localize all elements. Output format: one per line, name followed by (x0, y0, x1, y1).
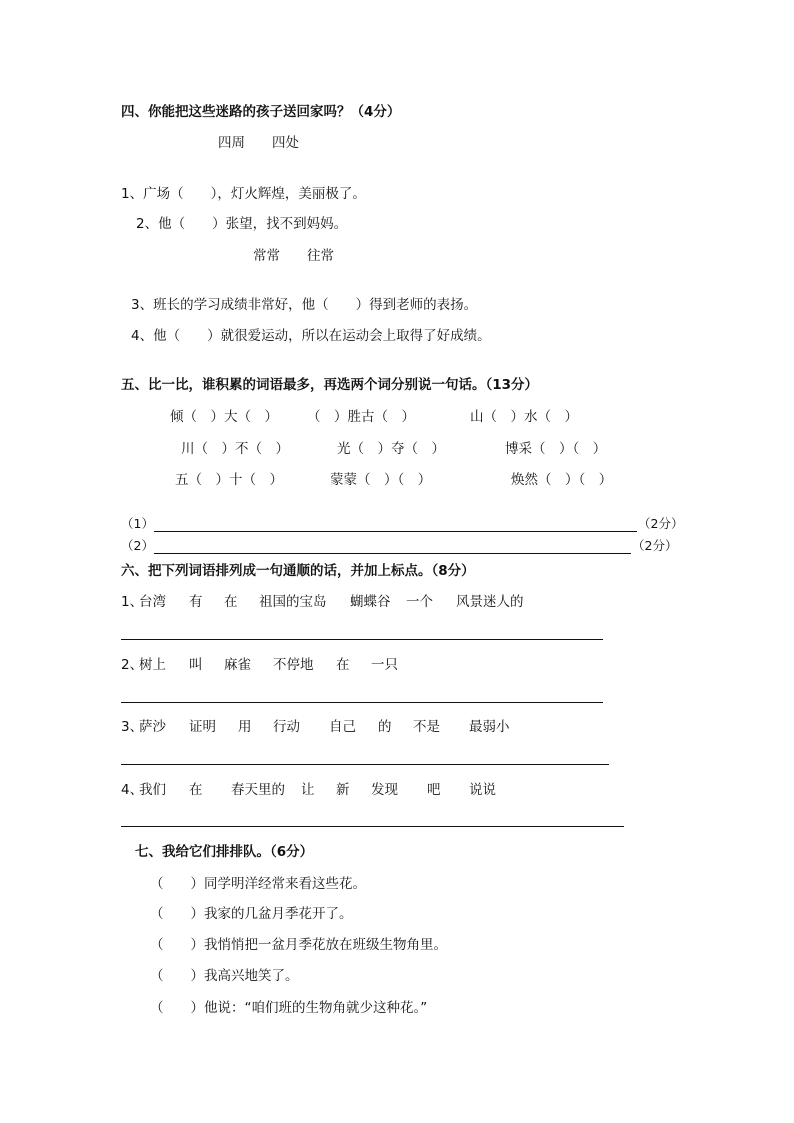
idiom-item: 五（ ）十（ ） (175, 472, 283, 488)
question-2: 2、他（ ）张望，找不到妈妈。 (136, 216, 348, 232)
word: 麻雀 (224, 657, 251, 673)
question-3: 3、班长的学习成绩非常好，他（ ）得到老师的表扬。 (131, 297, 478, 313)
answer-line[interactable] (121, 764, 609, 765)
word: 不是 (413, 719, 440, 735)
section4-title: 四、你能把这些迷路的孩子送回家吗？（4分） (121, 104, 401, 120)
word: 祖国的宝岛 (259, 594, 327, 610)
order-item: （ ）我家的几盆月季花开了。 (150, 906, 353, 922)
word-choices: 四周 四处 (218, 135, 299, 151)
word: 在 (336, 657, 350, 673)
word: 不停地 (273, 657, 314, 673)
order-item: （ ）我悄悄把一盆月季花放在班级生物角里。 (150, 937, 447, 953)
order-item: （ ）他说：“咱们班的生物角就少这种花。” (150, 1000, 428, 1016)
section7-title: 七、我给它们排排队。（6分） (135, 844, 314, 860)
word: 蝴蝶谷 (350, 594, 391, 610)
word: 一只 (371, 657, 398, 673)
word: 台湾 (139, 594, 166, 610)
word: 我们 (139, 782, 166, 798)
item-number: 4、 (121, 782, 144, 798)
word: 树上 (139, 657, 166, 673)
order-item: （ ）我高兴地笑了。 (150, 968, 299, 984)
word: 让 (301, 782, 315, 798)
word: 行动 (273, 719, 300, 735)
word: 的 (378, 719, 392, 735)
word: 发现 (371, 782, 398, 798)
idiom-item: 倾（ ）大（ ） (170, 409, 278, 425)
answer-line[interactable] (154, 553, 631, 554)
idiom-item: 蒙蒙（ ）（ ） (330, 472, 432, 488)
idiom-item: 焕然（ ）（ ） (511, 472, 613, 488)
section5-title: 五、比一比，谁积累的词语最多，再选两个词分别说一句话。（13分） (121, 377, 539, 393)
idiom-item: 光（ ）夺（ ） (337, 441, 445, 457)
answer-line[interactable] (121, 702, 603, 703)
word: 叫 (189, 657, 203, 673)
word: 用 (238, 719, 252, 735)
sentence-label: （2） (121, 538, 154, 553)
word: 说说 (469, 782, 496, 798)
word: 在 (224, 594, 238, 610)
section6-title: 六、把下列词语排列成一句通顺的话，并加上标点。（8分） (121, 563, 475, 579)
question-4: 4、他（ ）就很爱运动，所以在运动会上取得了好成绩。 (131, 328, 491, 344)
item-number: 3、 (121, 719, 144, 735)
idiom-item: 山（ ）水（ ） (470, 409, 578, 425)
idiom-item: 博采（ ）（ ） (505, 441, 607, 457)
answer-line[interactable] (154, 531, 637, 532)
sentence-label: （1） (121, 516, 154, 531)
word: 在 (189, 782, 203, 798)
word: 风景迷人的 (456, 594, 524, 610)
answer-line[interactable] (121, 826, 624, 827)
word: 吧 (427, 782, 441, 798)
idiom-item: （ ）胜古（ ） (307, 409, 415, 425)
word: 新 (336, 782, 350, 798)
idiom-item: 川（ ）不（ ） (181, 441, 289, 457)
question-1: 1、广场（ ），灯火辉煌，美丽极了。 (121, 186, 366, 202)
item-number: 2、 (121, 657, 144, 673)
word: 证明 (189, 719, 216, 735)
word: 最弱小 (469, 719, 510, 735)
word: 有 (189, 594, 203, 610)
word: 萨沙 (139, 719, 166, 735)
score-label: （2分） (632, 538, 678, 553)
score-label: （2分） (638, 516, 684, 531)
word: 一个 (406, 594, 433, 610)
item-number: 1、 (121, 594, 144, 610)
answer-line[interactable] (121, 639, 603, 640)
word: 自己 (329, 719, 356, 735)
word-choices: 常常 往常 (253, 248, 334, 264)
order-item: （ ）同学明洋经常来看这些花。 (150, 876, 366, 892)
word: 春天里的 (231, 782, 285, 798)
